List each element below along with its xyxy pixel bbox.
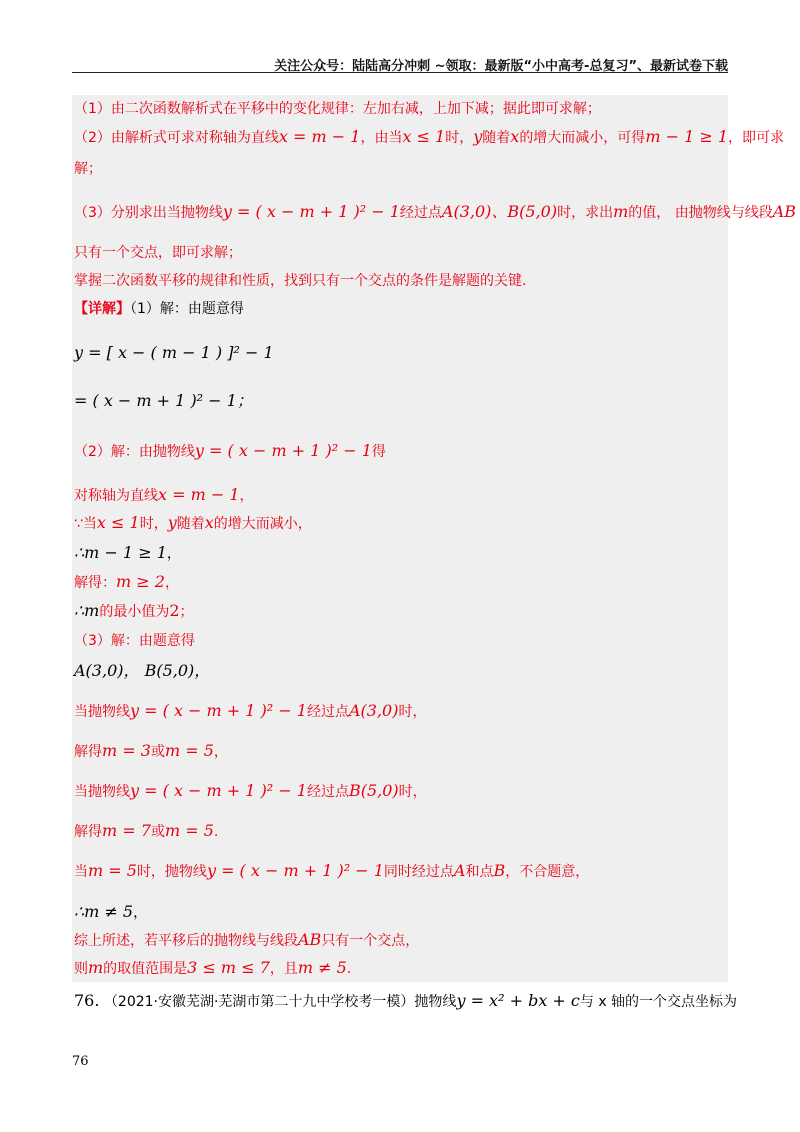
header-divider xyxy=(72,72,728,73)
solution-min-line: ∴m的最小值为2； xyxy=(74,601,194,620)
solution-eq-1: y = [ x − ( m − 1 ) ]² − 1 xyxy=(74,343,274,362)
solution-points-line: A(3,0)， B(5,0)， xyxy=(74,661,211,680)
next-question-line: 76. （2021·安徽芜湖·芜湖市第二十九中学校考一模）抛物线y = x² + bx + c与 x 轴的一个交点坐标为 xyxy=(74,991,738,1010)
analysis-line-4: （3）分别求出当抛物线y = ( x − m + 1 )² − 1经过点A(3,0)、B(5,0)时，求出m的值， 由抛物线与线段AB xyxy=(74,202,797,221)
solution-part2-intro: （2）解：由抛物线y = ( x − m + 1 )² − 1得 xyxy=(74,441,386,460)
analysis-line-3: 解； xyxy=(74,161,102,177)
solution-part1-intro: 【详解】（1）解：由题意得 xyxy=(74,301,244,317)
solution-therefore-line: ∴m − 1 ≥ 1， xyxy=(74,543,181,562)
solution-case-b: 当抛物线y = ( x − m + 1 )² − 1经过点B(5,0)时， xyxy=(74,781,427,800)
page-number: 76 xyxy=(72,1054,89,1069)
question-number: 76. xyxy=(74,991,100,1010)
solution-case-a: 当抛物线y = ( x − m + 1 )² − 1经过点A(3,0)时， xyxy=(74,701,427,720)
detail-label: 【详解】 xyxy=(74,301,130,317)
answer-block-background xyxy=(72,95,728,982)
solution-rejection-line: 当m = 5时，抛物线y = ( x − m + 1 )² − 1同时经过点A和点B，不合题意， xyxy=(74,861,590,880)
solution-result-b: 解得m = 7或m = 5. xyxy=(74,821,219,840)
solution-eq-2: = ( x − m + 1 )² − 1； xyxy=(74,391,253,410)
solution-solve-line: 解得：m ≥ 2， xyxy=(74,572,179,591)
page-header: 关注公众号：陆陆高分冲刺 ~领取：最新版“小中高考-总复习”、最新试卷下载 xyxy=(274,59,728,74)
analysis-line-5: 只有一个交点，即可求解； xyxy=(74,245,242,261)
analysis-line-1: （1）由二次函数解析式在平移中的变化规律：左加右减，上加下减；据此即可求解； xyxy=(74,101,601,117)
solution-not-equal-line: ∴m ≠ 5， xyxy=(74,902,148,921)
solution-axis-line: 对称轴为直线x = m − 1， xyxy=(74,485,254,504)
solution-summary-2: 则m的取值范围是3 ≤ m ≤ 7，且m ≠ 5. xyxy=(74,958,352,977)
solution-because-line: ∵当x ≤ 1时，y随着x的增大而减小， xyxy=(74,513,312,532)
solution-part3-intro: （3）解：由题意得 xyxy=(74,633,195,649)
analysis-line-2: （2）由解析式可求对称轴为直线x = m − 1，由当x ≤ 1时，y随着x的增大而减小，可得m − 1 ≥ 1，即可求 xyxy=(74,127,784,146)
analysis-line-6: 掌握二次函数平移的规律和性质，找到只有一个交点的条件是解题的关键. xyxy=(74,273,527,289)
solution-summary-1: 综上所述，若平移后的抛物线与线段AB只有一个交点， xyxy=(74,930,420,949)
solution-result-a: 解得m = 3或m = 5， xyxy=(74,741,228,760)
